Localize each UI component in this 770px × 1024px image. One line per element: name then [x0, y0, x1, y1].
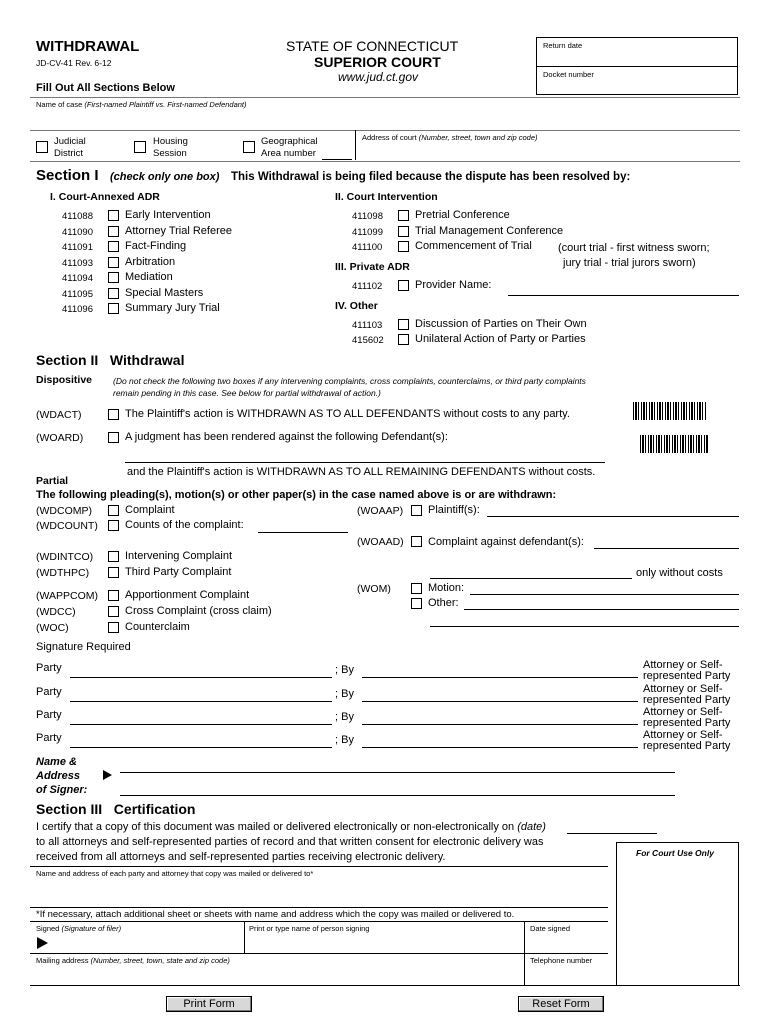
partial-code: (WDCOUNT) [36, 520, 98, 532]
intervention-label: Commencement of Trial [415, 240, 532, 252]
partial-label: Partial [36, 475, 69, 487]
attorney-trial-referee-checkbox[interactable] [108, 226, 119, 237]
adr-label: Mediation [125, 271, 173, 283]
partial-label: Cross Complaint (cross claim) [125, 605, 272, 617]
state-name: STATE OF CONNECTICUT [286, 38, 459, 54]
partial-label: Intervening Complaint [125, 550, 233, 562]
motion-field[interactable] [470, 594, 739, 595]
court-website: www.jud.ct.gov [338, 70, 419, 84]
by-label: ; By [335, 664, 354, 676]
party-label: Party [36, 709, 62, 721]
partial-code: (WDCC) [36, 606, 76, 618]
other-code: 411103 [352, 320, 383, 331]
footnote: *If necessary, attach additional sheet or sheets with name and address which the copy was mailed or delivered to. [36, 909, 515, 920]
return-date-field[interactable]: Return date [543, 41, 583, 50]
adr-code: 411095 [62, 289, 93, 300]
woaap-label: Plaintiff(s): [428, 504, 480, 516]
barcode [640, 435, 708, 453]
adr-label: Attorney Trial Referee [125, 225, 232, 237]
court-address-field[interactable]: Address of court (Number, street, town and zip code) [362, 133, 538, 142]
intervention-code: 411099 [352, 227, 383, 238]
wdintco-checkbox[interactable] [108, 551, 119, 562]
adr-code: 411091 [62, 242, 93, 253]
attorney-label: Attorney or Self- represented Party [643, 683, 731, 706]
dispositive-note: remain pending in this case. See below for partial withdrawal of action.) [113, 388, 381, 398]
party-field-2[interactable] [70, 701, 332, 702]
geographical-area-label: Geographical Area number [261, 136, 318, 159]
wdcomp-checkbox[interactable] [108, 505, 119, 516]
judicial-district-checkbox[interactable] [36, 141, 48, 153]
arrow-right-icon [37, 937, 48, 949]
case-name-field[interactable]: Name of case (First-named Plaintiff vs. First-named Defendant) [36, 100, 247, 109]
intervention-code: 411098 [352, 211, 383, 222]
by-field-1[interactable] [362, 677, 638, 678]
check-one-note: (check only one box) [110, 171, 220, 183]
attorney-label: Attorney or Self- represented Party [643, 706, 731, 729]
motion-label: Motion: [428, 582, 465, 594]
partial-label: Third Party Complaint [125, 566, 232, 578]
provider-name-label: Provider Name: [415, 279, 492, 291]
party-field-1[interactable] [70, 677, 332, 678]
cert-line-2: to all attorneys and self-represented parties of record and that written consent for electronic delivery was [36, 836, 544, 848]
wappcom-checkbox[interactable] [108, 590, 119, 601]
adr-code: 411096 [62, 304, 93, 315]
cert-line-1: I certify that a copy of this document was mailed or delivered electronically or non-electronically on (date) [36, 821, 546, 833]
dispositive-label: Dispositive [36, 374, 93, 386]
section2-title: Section II Withdrawal [36, 352, 185, 368]
intervention-label: Pretrial Conference [415, 209, 510, 221]
defendants-continued-field[interactable] [430, 578, 632, 579]
other-label: Unilateral Action of Party or Parties [415, 333, 586, 345]
partial-code: (WDTHPC) [36, 567, 90, 579]
area-number-field[interactable] [322, 159, 352, 160]
only-without-costs: only without costs [636, 567, 723, 579]
judgment-defendants-field[interactable] [125, 462, 605, 463]
private-adr-title: III. Private ADR [335, 261, 410, 273]
discussion-parties-checkbox[interactable] [398, 319, 409, 330]
intervention-label: Trial Management Conference [415, 225, 564, 237]
reset-form-button[interactable]: Reset Form [518, 996, 604, 1012]
party-label: Party [36, 732, 62, 744]
housing-session-checkbox[interactable] [134, 141, 146, 153]
by-field-2[interactable] [362, 701, 638, 702]
other-paper-field[interactable] [464, 609, 739, 610]
commencement-trial-checkbox[interactable] [398, 241, 409, 252]
signature-field[interactable] [52, 934, 242, 952]
signed-label: Signed (Signature of filer) [36, 924, 122, 933]
dispositive-note: (Do not check the following two boxes if any intervening complaints, cross complaints, counterclaims, or third party complaints [113, 376, 586, 386]
barcode [633, 402, 706, 420]
adr-label: Summary Jury Trial [125, 302, 220, 314]
section1-heading: This Withdrawal is being filed because the dispute has been resolved by: [231, 171, 631, 183]
early-intervention-checkbox[interactable] [108, 210, 119, 221]
wdact-label: The Plaintiff's action is WITHDRAWN AS TO ALL DEFENDANTS without costs to any party. [125, 408, 570, 420]
counts-field[interactable] [258, 532, 348, 533]
adr-label: Fact-Finding [125, 240, 187, 252]
party-label: Party [36, 662, 62, 674]
woaad-checkbox[interactable] [411, 536, 422, 547]
intervention-code: 411100 [352, 242, 383, 253]
arbitration-checkbox[interactable] [108, 257, 119, 268]
woc-checkbox[interactable] [108, 622, 119, 633]
woard-checkbox[interactable] [108, 432, 119, 443]
summary-jury-trial-checkbox[interactable] [108, 303, 119, 314]
woaad-label: Complaint against defendant(s): [428, 536, 584, 548]
plaintiffs-field[interactable] [487, 516, 739, 517]
woaad-code: (WOAAD) [357, 536, 404, 548]
other-paper-label: Other: [428, 597, 459, 609]
partial-code: (WOC) [36, 622, 69, 634]
telephone-field[interactable]: Telephone number [530, 956, 593, 965]
wom-code: (WOM) [357, 583, 391, 595]
wdthpc-checkbox[interactable] [108, 567, 119, 578]
print-form-button[interactable]: Print Form [166, 996, 252, 1012]
docket-number-field[interactable]: Docket number [543, 70, 594, 79]
other-checkbox[interactable] [411, 598, 422, 609]
mediation-checkbox[interactable] [108, 272, 119, 283]
woaap-checkbox[interactable] [411, 505, 422, 516]
date-signed-field[interactable]: Date signed [530, 924, 571, 933]
partial-code: (WAPPCOM) [36, 590, 99, 602]
by-label: ; By [335, 688, 354, 700]
other-title: IV. Other [335, 300, 378, 312]
adr-code: 411090 [62, 227, 93, 238]
adr-code: 411093 [62, 258, 93, 269]
motion-checkbox[interactable] [411, 583, 422, 594]
pretrial-conference-checkbox[interactable] [398, 210, 409, 221]
cert-date-field[interactable] [567, 833, 657, 834]
wdact-code: (WDACT) [36, 409, 82, 421]
woaap-code: (WOAAP) [357, 505, 404, 517]
court-use-box [616, 842, 739, 985]
fact-finding-checkbox[interactable] [108, 241, 119, 252]
partial-code: (WDINTCO) [36, 551, 94, 563]
partial-label: Counterclaim [125, 621, 190, 633]
geographical-area-checkbox[interactable] [243, 141, 255, 153]
against-defendants-field[interactable] [594, 548, 739, 549]
housing-session-label: Housing Session [153, 136, 188, 159]
intervention-title: II. Court Intervention [335, 191, 438, 203]
by-field-4[interactable] [362, 747, 638, 748]
mailing-address-field[interactable]: Mailing address (Number, street, town, state and zip code) [36, 956, 230, 965]
adr-label: Arbitration [125, 256, 176, 268]
signature-required: Signature Required [36, 641, 131, 653]
party-label: Party [36, 686, 62, 698]
adr-title: I. Court-Annexed ADR [50, 191, 160, 203]
provider-name-field[interactable] [508, 295, 739, 296]
arrow-right-icon [103, 770, 112, 780]
adr-label: Special Masters [125, 287, 204, 299]
adr-label: Early Intervention [125, 209, 211, 221]
form-number: JD-CV-41 Rev. 6-12 [36, 58, 112, 68]
trial-management-checkbox[interactable] [398, 226, 409, 237]
woard-label: A judgment has been rendered against the following Defendant(s): [125, 431, 448, 443]
adr-code: 411088 [62, 211, 93, 222]
by-label: ; By [335, 734, 354, 746]
special-masters-checkbox[interactable] [108, 288, 119, 299]
partial-code: (WDCOMP) [36, 505, 92, 517]
remaining-defendants-text: and the Plaintiff's action is WITHDRAWN AS TO ALL REMAINING DEFENDANTS without costs. [127, 466, 596, 478]
unilateral-action-checkbox[interactable] [398, 334, 409, 345]
by-label: ; By [335, 711, 354, 723]
other-label: Discussion of Parties on Their Own [415, 318, 587, 330]
wdcount-checkbox[interactable] [108, 520, 119, 531]
partial-label: Apportionment Complaint [125, 589, 250, 601]
other-code: 415602 [352, 335, 384, 346]
party-field-3[interactable] [70, 724, 332, 725]
adr-code: 411094 [62, 273, 93, 284]
form-title: WITHDRAWAL [36, 38, 140, 55]
partial-heading: The following pleading(s), motion(s) or other paper(s) in the case named above is or are withdrawn: [36, 489, 557, 501]
judicial-district-label: Judicial District [54, 136, 86, 159]
by-field-3[interactable] [362, 724, 638, 725]
names-addresses-field[interactable]: Name and address of each party and attorney that copy was mailed or delivered to* [36, 869, 314, 878]
party-field-4[interactable] [70, 747, 332, 748]
woard-code: (WOARD) [36, 432, 84, 444]
section3-title: Section III Certification [36, 801, 196, 817]
signer-address-field[interactable] [120, 795, 675, 796]
partial-label: Counts of the complaint: [125, 519, 244, 531]
private-adr-code: 411102 [352, 281, 383, 292]
print-name-field[interactable]: Print or type name of person signing [249, 924, 370, 933]
section1-title: Section I [36, 167, 99, 184]
signer-name-field[interactable] [120, 772, 675, 773]
trial-note: jury trial - trial jurors sworn) [563, 257, 696, 269]
court-name: SUPERIOR COURT [314, 54, 441, 70]
private-adr-checkbox[interactable] [398, 280, 409, 291]
attorney-label: Attorney or Self- represented Party [643, 659, 731, 682]
fill-instruction: Fill Out All Sections Below [36, 82, 175, 94]
cert-line-3: received from all attorneys and self-represented parties receiving electronic delivery. [36, 851, 446, 863]
wdcc-checkbox[interactable] [108, 606, 119, 617]
wdact-checkbox[interactable] [108, 409, 119, 420]
partial-label: Complaint [125, 504, 175, 516]
other-paper-field-2[interactable] [430, 626, 739, 627]
trial-note: (court trial - first witness sworn; [558, 242, 710, 254]
attorney-label: Attorney or Self- represented Party [643, 729, 731, 752]
court-use-label: For Court Use Only [636, 848, 714, 858]
name-address-signer-label: Name & Address of Signer: [36, 756, 88, 796]
